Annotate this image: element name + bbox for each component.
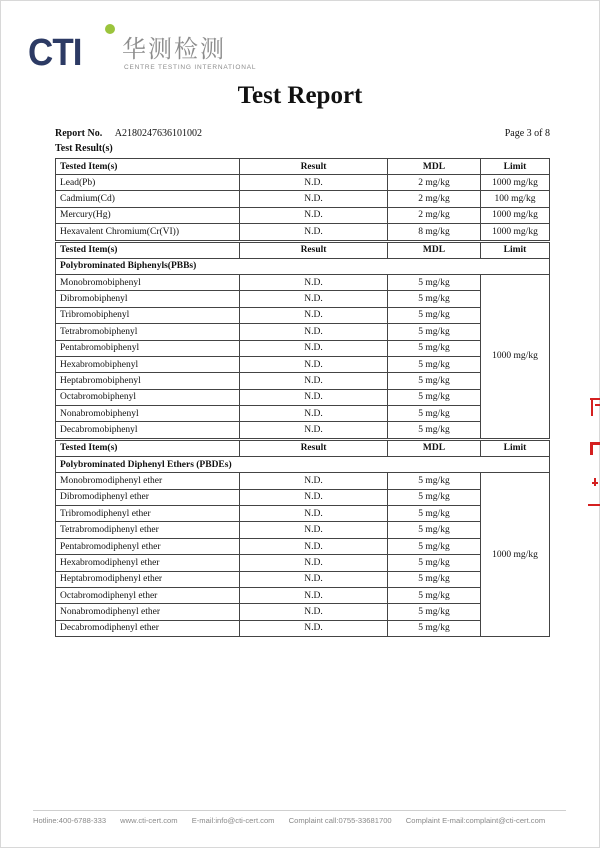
cell-result: N.D. xyxy=(240,274,388,290)
footer-email[interactable]: E-mail:info@cti-cert.com xyxy=(191,816,275,825)
table-row xyxy=(56,406,550,422)
cell-mdl: 5 mg/kg xyxy=(388,555,481,571)
cell-item: Hexavalent Chromium(Cr(VI)) xyxy=(56,224,240,241)
table-row xyxy=(56,207,550,223)
red-seal-stamp-edge xyxy=(588,390,600,510)
table-header-row xyxy=(56,439,550,456)
cell-result: N.D. xyxy=(240,324,388,340)
section-heading: Test Result(s) xyxy=(55,143,113,154)
cell-result: N.D. xyxy=(240,406,388,422)
cell-mdl: 2 mg/kg xyxy=(388,207,481,223)
footer-website[interactable]: www.cti-cert.com xyxy=(120,816,178,825)
cell-item: Cadmium(Cd) xyxy=(56,191,240,207)
table-row xyxy=(56,522,550,538)
header-result: Result xyxy=(240,241,388,258)
table-row xyxy=(56,356,550,372)
cell-item: Lead(Pb) xyxy=(56,175,240,191)
cell-mdl: 5 mg/kg xyxy=(388,291,481,307)
cell-item: Heptabromobiphenyl xyxy=(56,373,240,389)
cell-limit: 1000 mg/kg xyxy=(481,175,550,191)
group-title-row xyxy=(56,456,550,472)
table-row xyxy=(56,274,550,290)
logo-brand: CTI xyxy=(28,32,82,74)
table-row xyxy=(56,373,550,389)
table-row xyxy=(56,604,550,620)
cell-result: N.D. xyxy=(240,587,388,603)
table-row xyxy=(56,175,550,191)
cell-mdl: 5 mg/kg xyxy=(388,489,481,505)
cell-limit-merged: 1000 mg/kg xyxy=(481,274,550,439)
table-row xyxy=(56,291,550,307)
footer-hotline: Hotline:400-6788-333 xyxy=(33,816,107,825)
cell-result: N.D. xyxy=(240,522,388,538)
header-mdl: MDL xyxy=(388,241,481,258)
header-result: Result xyxy=(240,159,388,175)
table-row xyxy=(56,324,550,340)
cell-limit: 100 mg/kg xyxy=(481,191,550,207)
cell-result: N.D. xyxy=(240,422,388,439)
results-table xyxy=(55,158,550,637)
cell-mdl: 8 mg/kg xyxy=(388,224,481,241)
header-mdl: MDL xyxy=(388,159,481,175)
footer-divider xyxy=(33,810,566,811)
cell-item: Heptabromodiphenyl ether xyxy=(56,571,240,587)
cell-limit: 1000 mg/kg xyxy=(481,224,550,241)
table-row xyxy=(56,489,550,505)
cell-result: N.D. xyxy=(240,473,388,489)
header-item: Tested Item(s) xyxy=(56,439,240,456)
table-row xyxy=(56,224,550,241)
cell-item: Tribromodiphenyl ether xyxy=(56,506,240,522)
header-item: Tested Item(s) xyxy=(56,159,240,175)
cell-item: Hexabromodiphenyl ether xyxy=(56,555,240,571)
cell-item: Octabromodiphenyl ether xyxy=(56,587,240,603)
cell-result: N.D. xyxy=(240,307,388,323)
cell-result: N.D. xyxy=(240,175,388,191)
cell-mdl: 5 mg/kg xyxy=(388,340,481,356)
cell-result: N.D. xyxy=(240,356,388,372)
cell-item: Tetrabromobiphenyl xyxy=(56,324,240,340)
table-row xyxy=(56,571,550,587)
cell-result: N.D. xyxy=(240,506,388,522)
cell-item: Tetrabromodiphenyl ether xyxy=(56,522,240,538)
cell-mdl: 5 mg/kg xyxy=(388,389,481,405)
cell-item: Decabromodiphenyl ether xyxy=(56,620,240,636)
header-limit: Limit xyxy=(481,439,550,456)
cell-limit-merged: 1000 mg/kg xyxy=(481,473,550,637)
report-number-label: Report No. xyxy=(55,128,103,139)
cell-item: Dibromodiphenyl ether xyxy=(56,489,240,505)
cell-limit: 1000 mg/kg xyxy=(481,207,550,223)
logo-english-name: CENTRE TESTING INTERNATIONAL xyxy=(124,64,257,71)
cell-mdl: 5 mg/kg xyxy=(388,373,481,389)
logo-dot-icon xyxy=(105,24,115,34)
cell-mdl: 5 mg/kg xyxy=(388,324,481,340)
cell-item: Nonabromodiphenyl ether xyxy=(56,604,240,620)
cell-mdl: 5 mg/kg xyxy=(388,620,481,636)
cell-result: N.D. xyxy=(240,538,388,554)
header-mdl: MDL xyxy=(388,439,481,456)
table-row xyxy=(56,191,550,207)
cell-mdl: 2 mg/kg xyxy=(388,175,481,191)
footer-complaint-email[interactable]: Complaint E-mail:complaint@cti-cert.com xyxy=(405,816,546,825)
table-row xyxy=(56,340,550,356)
page-title: Test Report xyxy=(237,82,363,109)
logo-chinese-name: 华测检测 xyxy=(122,35,226,63)
header-item: Tested Item(s) xyxy=(56,241,240,258)
group-title-row xyxy=(56,258,550,274)
cell-mdl: 5 mg/kg xyxy=(388,587,481,603)
table-row xyxy=(56,307,550,323)
cell-mdl: 5 mg/kg xyxy=(388,422,481,439)
cell-mdl: 5 mg/kg xyxy=(388,406,481,422)
table-row xyxy=(56,538,550,554)
cell-result: N.D. xyxy=(240,291,388,307)
cell-result: N.D. xyxy=(240,555,388,571)
cell-mdl: 5 mg/kg xyxy=(388,538,481,554)
group-title-pbbs: Polybrominated Biphenyls(PBBs) xyxy=(56,258,550,274)
cell-mdl: 5 mg/kg xyxy=(388,604,481,620)
cell-item: Monobromodiphenyl ether xyxy=(56,473,240,489)
footer-complaint-call: Complaint call:0755-33681700 xyxy=(288,816,392,825)
cell-result: N.D. xyxy=(240,389,388,405)
cell-item: Hexabromobiphenyl xyxy=(56,356,240,372)
header-result: Result xyxy=(240,439,388,456)
cell-result: N.D. xyxy=(240,373,388,389)
table-row xyxy=(56,555,550,571)
table-row xyxy=(56,473,550,489)
table-header-row xyxy=(56,159,550,175)
cell-result: N.D. xyxy=(240,191,388,207)
cell-result: N.D. xyxy=(240,489,388,505)
cell-item: Octabromobiphenyl xyxy=(56,389,240,405)
table-row xyxy=(56,506,550,522)
table-header-row xyxy=(56,241,550,258)
cell-result: N.D. xyxy=(240,207,388,223)
cell-result: N.D. xyxy=(240,620,388,636)
cell-mdl: 5 mg/kg xyxy=(388,307,481,323)
page-number: Page 3 of 8 xyxy=(504,128,550,139)
table-row xyxy=(56,587,550,603)
cell-mdl: 5 mg/kg xyxy=(388,473,481,489)
report-meta xyxy=(55,128,550,139)
table-row xyxy=(56,389,550,405)
report-number-value: A2180247636101002 xyxy=(114,128,202,139)
cell-mdl: 5 mg/kg xyxy=(388,522,481,538)
cell-mdl: 5 mg/kg xyxy=(388,571,481,587)
cell-item: Decabromobiphenyl xyxy=(56,422,240,439)
cell-item: Tribromobiphenyl xyxy=(56,307,240,323)
cell-mdl: 5 mg/kg xyxy=(388,274,481,290)
group-title-pbdes: Polybrominated Diphenyl Ethers (PBDEs) xyxy=(56,456,550,472)
table-row xyxy=(56,422,550,439)
cell-mdl: 2 mg/kg xyxy=(388,191,481,207)
footer xyxy=(33,816,573,825)
cell-result: N.D. xyxy=(240,340,388,356)
header-limit: Limit xyxy=(481,241,550,258)
cell-result: N.D. xyxy=(240,604,388,620)
cell-item: Mercury(Hg) xyxy=(56,207,240,223)
cell-result: N.D. xyxy=(240,571,388,587)
table-row xyxy=(56,620,550,636)
cell-mdl: 5 mg/kg xyxy=(388,506,481,522)
cell-item: Nonabromobiphenyl xyxy=(56,406,240,422)
cell-result: N.D. xyxy=(240,224,388,241)
cell-item: Monobromobiphenyl xyxy=(56,274,240,290)
cell-mdl: 5 mg/kg xyxy=(388,356,481,372)
cell-item: Pentabromodiphenyl ether xyxy=(56,538,240,554)
header-limit: Limit xyxy=(481,159,550,175)
cell-item: Dibromobiphenyl xyxy=(56,291,240,307)
cell-item: Pentabromobiphenyl xyxy=(56,340,240,356)
